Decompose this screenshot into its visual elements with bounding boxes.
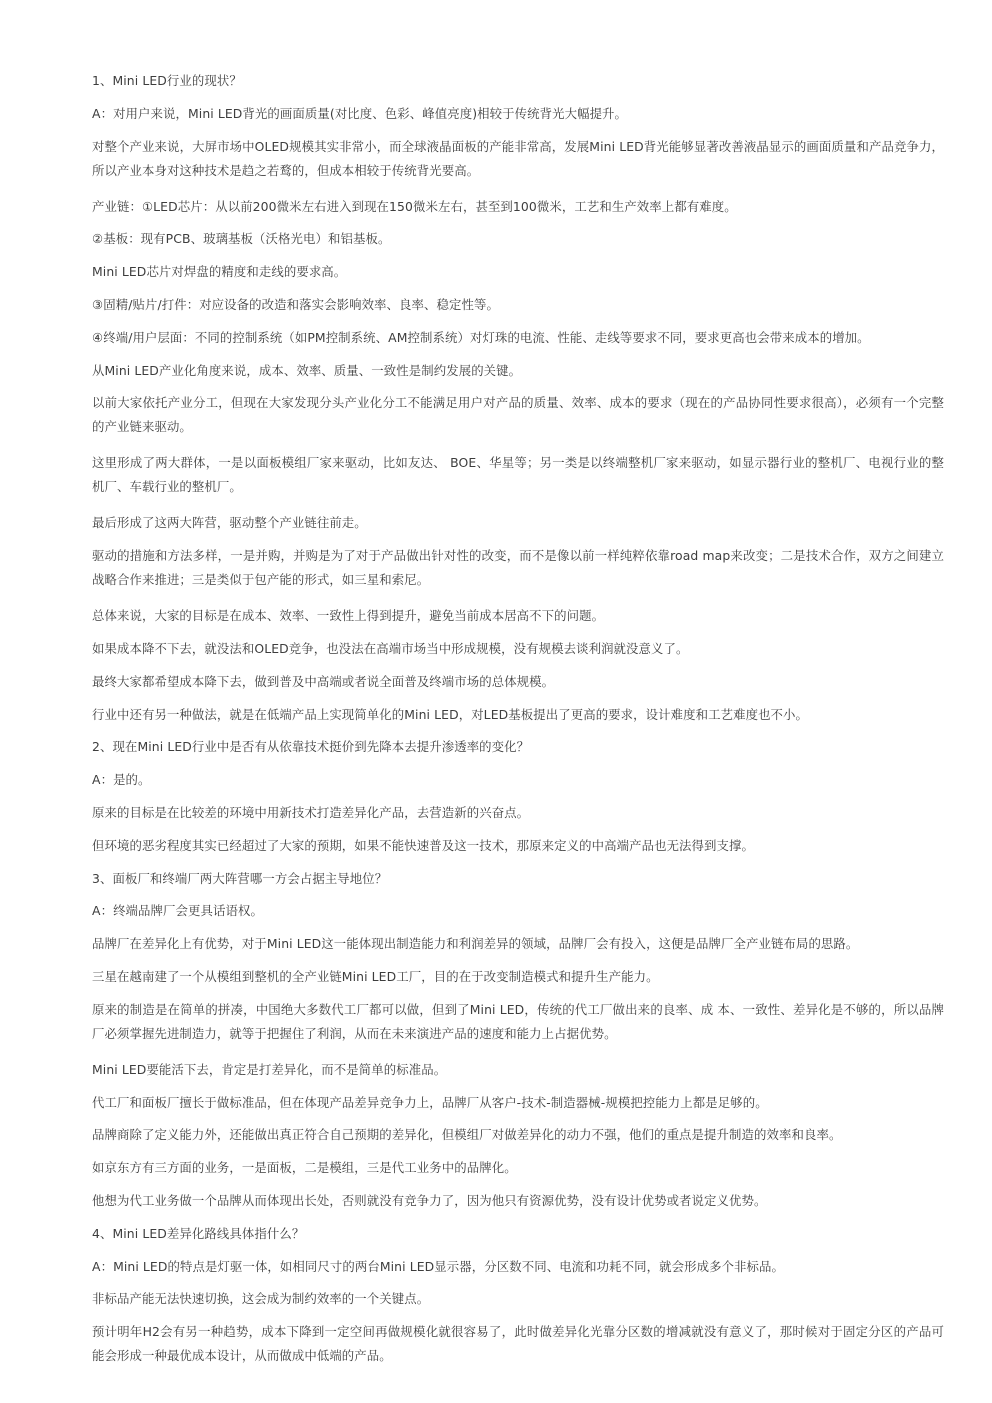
body-paragraph: 如京东方有三方面的业务，一是面板，二是模组，三是代工业务中的品牌化。 — [92, 1160, 517, 1176]
body-paragraph: ②基板：现有PCB、玻璃基板（沃格光电）和铝基板。 — [92, 231, 391, 247]
body-paragraph: 但环境的恶劣程度其实已经超过了大家的预期，如果不能快速普及这一技术，那原来定义的中高端产品也无法得到支撑。 — [92, 837, 755, 853]
question-heading-1: 1、Mini LED行业的现状？ — [92, 73, 242, 88]
question-heading-4: 4、Mini LED差异化路线具体指什么？ — [92, 1225, 305, 1241]
answer-paragraph: A：是的。 — [92, 772, 151, 788]
body-paragraph: 原来的目标是在比较差的环境中用新技术打造差异化产品，去营造新的兴奋点。 — [92, 804, 530, 820]
question-heading-3: 3、面板厂和终端厂两大阵营哪一方会占据主导地位？ — [92, 870, 388, 886]
document-body — [92, 69, 944, 1380]
body-paragraph: 三星在越南建了一个从模组到整机的全产业链Mini LED工厂，目的在于改变制造模式和提升生产能力。 — [92, 968, 659, 984]
body-paragraph: 代工厂和面板厂擅长于做标准品，但在体现产品差异竞争力上，品牌厂从客户-技术-制造器械-规模把控能力上都是足够的。 — [92, 1094, 768, 1110]
body-paragraph: 最终大家都希望成本降下去，做到普及中高端或者说全面普及终端市场的总体规模。 — [92, 673, 555, 689]
answer-paragraph: A：Mini LED的特点是灯驱一体，如相同尺寸的两台Mini LED显示器，分区数不同、电流和功耗不同，就会形成多个非标品。 — [92, 1258, 785, 1274]
body-paragraph: 对整个产业来说，大屏市场中OLED规模其实非常小，而全球液晶面板的产能非常高，发展Mini LED背光能够显著改善液晶显示的画面质量和产品竞争力，所以产业本身对这种技术是趋之若鹜的，但成本相较于传统背光要高。 — [92, 138, 944, 178]
body-paragraph: 预计明年H2会有另一种趋势，成本下降到一定空间再做规模化就很容易了，此时做差异化光靠分区数的增减就没有意义了，那时候对于固定分区的产品可能会形成一种最优成本设计，从而做成中低端的产品。 — [92, 1324, 944, 1364]
body-paragraph: 如果成本降不下去，就没法和OLED竞争，也没法在高端市场当中形成规模，没有规模去谈利润就没意义了。 — [92, 640, 689, 656]
body-paragraph: 品牌商除了定义能力外，还能做出真正符合自己预期的差异化，但模组厂对做差异化的动力不强，他们的重点是提升制造的效率和良率。 — [92, 1127, 842, 1143]
question-heading-2: 2、现在Mini LED行业中是否有从依靠技术挺价到先降本去提升渗透率的变化？ — [92, 739, 530, 755]
answer-paragraph: A：对用户来说，Mini LED背光的画面质量(对比度、色彩、峰值亮度)相较于传统背光大幅提升。 — [92, 105, 628, 121]
body-paragraph: 品牌厂在差异化上有优势，对于Mini LED这一能体现出制造能力和利润差异的领域，品牌厂会有投入，这便是品牌厂全产业链布局的思路。 — [92, 936, 859, 952]
body-paragraph: 驱动的措施和方法多样，一是并购，并购是为了对于产品做出针对性的改变，而不是像以前一样纯粹依靠road map来改变；二是技术合作，双方之间建立战略合作来推进；三是类似于包产能的形式，如三星和索尼。 — [92, 548, 944, 588]
answer-paragraph: A：终端品牌厂会更具话语权。 — [92, 903, 263, 919]
body-paragraph: 最后形成了这两大阵营，驱动整个产业链往前走。 — [92, 515, 367, 531]
body-paragraph: 原来的制造是在简单的拼凑，中国绝大多数代工厂都可以做，但到了Mini LED，传统的代工厂做出来的良率、成 本、一致性、差异化是不够的，所以品牌厂必须掌握先进制造力，就等于把握住了利润，从而在未来演进产品的速度和能力上占据优势。 — [92, 1001, 944, 1041]
body-paragraph: ③固精/贴片/打件：对应设备的改造和落实会影响效率、良率、稳定性等。 — [92, 296, 499, 312]
body-paragraph: ④终端/用户层面：不同的控制系统（如PM控制系统、AM控制系统）对灯珠的电流、性能、走线等要求不同，要求更高也会带来成本的增加。 — [92, 329, 870, 345]
body-paragraph: 产业链：①LED芯片：从以前200微米左右进入到现在150微米左右，甚至到100微米，工艺和生产效率上都有难度。 — [92, 198, 737, 214]
body-paragraph: Mini LED要能活下去，肯定是打差异化，而不是简单的标准品。 — [92, 1061, 447, 1077]
body-paragraph: 总体来说，大家的目标是在成本、效率、一致性上得到提升，避免当前成本居高不下的问题。 — [92, 608, 605, 624]
body-paragraph: 以前大家依托产业分工，但现在大家发现分头产业化分工不能满足用户对产品的质量、效率、成本的要求（现在的产品协同性要求很高），必须有一个完整的产业链来驱动。 — [92, 395, 944, 435]
body-paragraph: 这里形成了两大群体，一是以面板模组厂家来驱动，比如友达、 BOE、华星等；另一类是以终端整机厂家来驱动，如显示器行业的整机厂、电视行业的整机厂、车载行业的整机厂。 — [92, 455, 944, 495]
body-paragraph: Mini LED芯片对焊盘的精度和走线的要求高。 — [92, 264, 347, 280]
body-paragraph: 从Mini LED产业化角度来说，成本、效率、质量、一致性是制约发展的关键。 — [92, 362, 522, 378]
body-paragraph: 非标品产能无法快速切换，这会成为制约效率的一个关键点。 — [92, 1291, 430, 1307]
body-paragraph: 他想为代工业务做一个品牌从而体现出长处，否则就没有竞争力了，因为他只有资源优势，没有设计优势或者说定义优势。 — [92, 1192, 767, 1208]
body-paragraph: 行业中还有另一种做法，就是在低端产品上实现简单化的Mini LED，对LED基板提出了更高的要求，设计难度和工艺难度也不小。 — [92, 706, 809, 722]
